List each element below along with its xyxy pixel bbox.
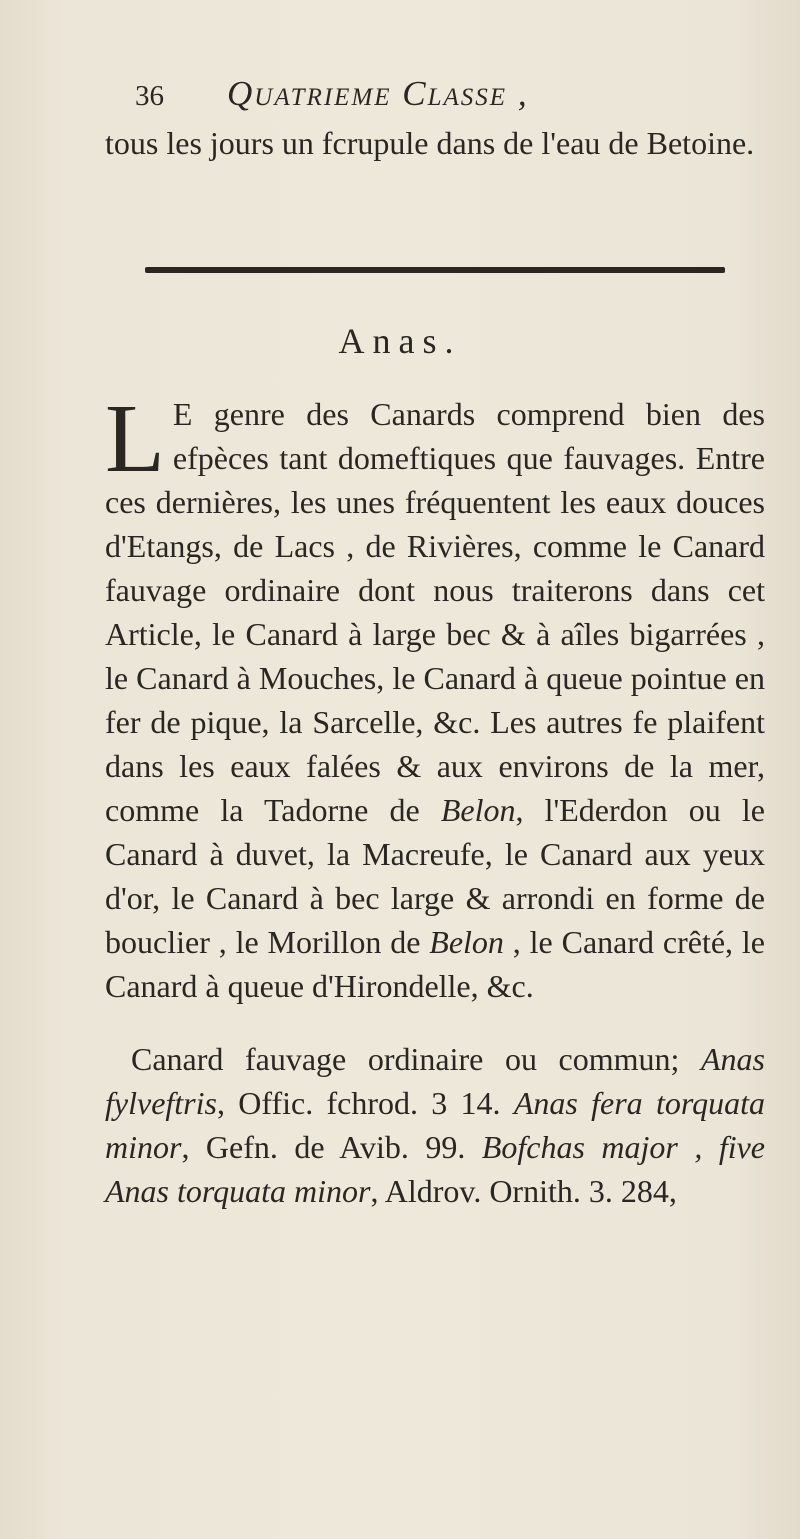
paragraph-1-text-c: , le Canard crêté, le Canard à queue d'Hirondelle, &c.	[105, 924, 766, 1004]
continuation-text: tous les jours un fcrupule dans de l'eau de Betoine.	[105, 125, 755, 161]
section-divider	[145, 267, 725, 273]
drop-cap: L	[105, 385, 165, 493]
paragraph-2-italic-c: Bofchas major , five Anas torquata minor	[105, 1129, 766, 1209]
paragraph-2-italic-b: Anas fera torquata minor	[105, 1085, 766, 1165]
running-title: Quatrieme Classe ,	[227, 74, 529, 113]
paragraph-1-text-b: , l'Ederdon ou le Canard à duvet, la Macreufe, le Canard aux yeux d'or, le Canard à bec large & arrondi en forme de bouclier , le Morillon de	[105, 792, 766, 960]
section-title: Anas.	[338, 321, 462, 361]
page-header	[135, 74, 735, 124]
page-number: 36	[135, 80, 164, 112]
paragraph-2	[105, 1037, 765, 1213]
paragraph-1-italic-a: Belon	[440, 792, 516, 828]
paragraph-2-text-c: , Gefn. de Avib. 99.	[181, 1129, 482, 1165]
paragraph-2-text-d: , Aldrov. Ornith. 3. 284,	[370, 1173, 677, 1209]
paragraph-1-text-a: E genre des Canards comprend bien des efpèces tant domeftiques que fauvages. Entre ces dernières, les unes fréquentent les eaux douces d'Etangs, de Lacs , de Rivières, comme le Canard fauvage ordinaire dont nous traiterons dans cet Article, le Canard à large bec & à aîles bigarrées , le Canard à Mouches, le Canard à queue pointue en fer de pique, la Sarcelle, &c. Les autres fe plaifent dans les eaux falées & aux environs de la mer, comme la Tadorne de	[105, 396, 765, 828]
paragraph-2-italic-a: Anas fylveftris	[105, 1041, 765, 1121]
paragraph-1-italic-b: Belon	[429, 924, 504, 960]
paragraph-2-text-a: Canard fauvage ordinaire ou commun;	[131, 1041, 701, 1077]
paragraph-1	[105, 385, 766, 1008]
paragraph-2-text-b: , Offic. fchrod. 3 14.	[216, 1085, 514, 1121]
